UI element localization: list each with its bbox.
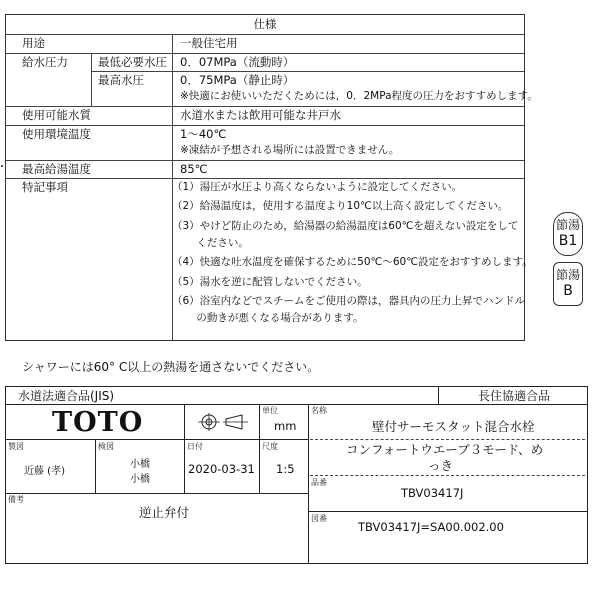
divider xyxy=(95,439,96,493)
dashed-divider xyxy=(310,439,585,440)
divider xyxy=(6,53,524,54)
divider xyxy=(6,439,308,440)
divider xyxy=(6,178,524,179)
divider xyxy=(91,53,92,106)
divider xyxy=(6,106,524,107)
badge-top-text: 節湯 xyxy=(555,218,580,232)
drafter-value: 近藤 (孝) xyxy=(24,466,65,477)
remark-line: ください。 xyxy=(172,237,249,249)
spec-table xyxy=(5,14,538,341)
part-number-label: 品番 xyxy=(311,478,327,487)
drawing-number-label: 図番 xyxy=(311,514,327,523)
shower-warning: シャワーには60° C以上の熱湯を通さないでください。 xyxy=(22,360,320,374)
drawing-number-value: TBV03417J=SA00.002.00 xyxy=(358,520,504,534)
remarks-value: 逆止弁付 xyxy=(139,505,190,520)
remarks-label: 備考 xyxy=(8,495,24,504)
divider xyxy=(6,160,524,161)
divider xyxy=(6,404,587,405)
hot-water-temp-value: 85℃ xyxy=(180,162,208,176)
name-label: 名称 xyxy=(311,406,327,415)
badge-top-text: 節湯 xyxy=(555,268,580,282)
product-variant-line2: っき xyxy=(428,458,454,473)
unit-value: mm xyxy=(274,419,297,433)
divider xyxy=(438,387,439,404)
compliance-jis: 水道法適合品(JIS) xyxy=(18,389,115,403)
remark-line: （5）湯水を逆に配管しないでください。 xyxy=(172,276,368,288)
toto-logo: TOTO xyxy=(52,407,144,438)
compliance-association: 長住協適合品 xyxy=(478,389,551,403)
dashed-divider xyxy=(310,475,585,476)
divider xyxy=(6,34,524,35)
remark-line: の動きが悪くなる場合があります。 xyxy=(172,312,364,324)
product-variant-line1: コンフォートウエーブ３モード、め xyxy=(346,442,544,457)
date-label: 日付 xyxy=(187,442,203,451)
scale-value: 1:5 xyxy=(276,462,295,476)
checker-label: 検図 xyxy=(98,442,114,451)
divider xyxy=(259,404,260,493)
projection-symbol-icon xyxy=(196,411,250,433)
env-temp-note: ※凍結が予想される場所には設置できません。 xyxy=(180,144,400,156)
hot-water-temp-label: 最高給湯温度 xyxy=(22,162,91,176)
divider xyxy=(6,493,308,494)
spec-title: 仕様 xyxy=(253,17,277,31)
water-saving-b-badge xyxy=(553,262,583,306)
margin-dot xyxy=(1,165,3,167)
water-saving-b1-badge xyxy=(553,212,583,256)
env-temp-value: 1～40℃ xyxy=(180,127,227,141)
divider xyxy=(6,125,524,126)
divider xyxy=(184,404,185,439)
divider xyxy=(184,439,185,493)
min-pressure-label: 最低必要水圧 xyxy=(98,55,167,69)
remark-line: （3）やけど防止のため，給湯器の給湯温度は60℃を超えない設定をして xyxy=(172,220,519,232)
water-quality-value: 水道水または飲用可能な井戸水 xyxy=(180,108,341,122)
remark-line: （4）快適な吐水温度を確保するために50℃～60℃設定をおすすめします。 xyxy=(172,256,533,268)
max-pressure-value: 0．75MPa（静止時） xyxy=(180,73,295,87)
drafter-label: 製図 xyxy=(8,442,24,451)
divider xyxy=(91,71,524,72)
scale-label: 尺度 xyxy=(262,442,278,451)
usage-label: 用途 xyxy=(22,36,45,50)
divider xyxy=(308,404,309,563)
badge-bottom-text: B1 xyxy=(558,233,578,249)
title-block xyxy=(5,386,588,564)
max-pressure-label: 最高水圧 xyxy=(98,73,144,87)
date-value: 2020-03-31 xyxy=(188,462,255,476)
remark-line: （1）湯圧が水圧より高くならないように設定してください。 xyxy=(172,181,463,193)
water-quality-label: 使用可能水質 xyxy=(22,108,91,122)
part-number-value: TBV03417J xyxy=(401,486,464,500)
env-temp-label: 使用環境温度 xyxy=(22,127,91,141)
remark-line: （6）浴室内などでスチームをご使用の際は，器具内の圧力上昇でハンドル xyxy=(172,295,525,307)
remark-line: （2）給湯温度は，使用する温度より10℃以上高く設定してください。 xyxy=(172,200,509,212)
approver-value: 小橋 xyxy=(130,474,150,485)
product-name: 壁付サーモスタット混合水栓 xyxy=(372,419,535,434)
min-pressure-value: 0．07MPa（流動時） xyxy=(180,55,295,69)
usage-value: 一般住宅用 xyxy=(180,36,238,50)
unit-label: 単位 xyxy=(262,406,278,415)
pressure-note: ※快適にお使いいただくためには，0．2MPa程度の圧力をおすすめします。 xyxy=(180,90,538,102)
supply-pressure-label: 給水圧力 xyxy=(22,55,68,69)
divider xyxy=(308,511,587,512)
remarks-label: 特記事項 xyxy=(22,180,68,194)
badge-bottom-text: B xyxy=(563,283,573,299)
checker-value: 小橋 xyxy=(130,459,150,470)
